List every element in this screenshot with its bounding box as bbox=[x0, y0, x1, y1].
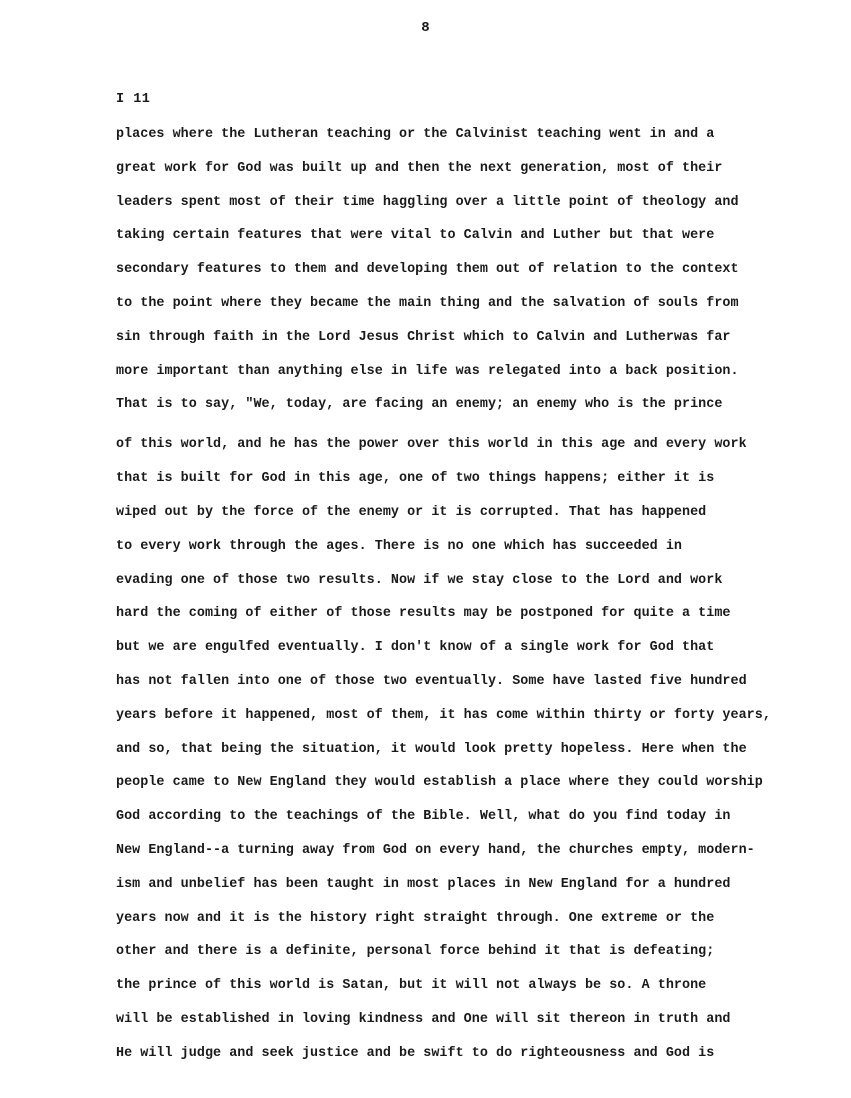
text-line: years now and it is the history right straight through. One extreme or the bbox=[116, 910, 715, 926]
text-line: wiped out by the force of the enemy or it is corrupted. That has happened bbox=[116, 504, 707, 520]
text-line: hard the coming of either of those results may be postponed for quite a time bbox=[116, 606, 731, 622]
text-line: years before it happened, most of them, it has come within thirty or forty years, bbox=[116, 707, 771, 723]
text-line: more important than anything else in life was relegated into a back position. bbox=[116, 363, 739, 379]
text-line: sin through faith in the Lord Jesus Christ which to Calvin and Lutherwas far bbox=[116, 329, 731, 345]
text-line: other and there is a definite, personal force behind it that is defeating; bbox=[116, 944, 715, 960]
text-line: people came to New England they would establish a place where they could worship bbox=[116, 775, 763, 791]
text-line: great work for God was built up and then the next generation, most of their bbox=[116, 160, 723, 176]
text-line: That is to say, "We, today, are facing an enemy; an enemy who is the prince bbox=[116, 397, 723, 413]
text-line: New England--a turning away from God on every hand, the churches empty, modern- bbox=[116, 842, 755, 858]
text-line: but we are engulfed eventually. I don't know of a single work for God that bbox=[116, 640, 715, 656]
text-line: leaders spent most of their time haggling over a little point of theology and bbox=[116, 194, 739, 210]
text-line: places where the Lutheran teaching or the Calvinist teaching went in and a bbox=[116, 127, 715, 142]
text-line: He will judge and seek justice and be swift to do righteousness and God is bbox=[116, 1045, 715, 1061]
text-line: to every work through the ages. There is no one which has succeeded in bbox=[116, 538, 682, 554]
text-line: evading one of those two results. Now if we stay close to the Lord and work bbox=[116, 572, 723, 588]
text-line: of this world, and he has the power over this world in this age and every work bbox=[116, 437, 747, 453]
page-number: 8 bbox=[421, 20, 430, 36]
text-line: secondary features to them and developing them out of relation to the context bbox=[116, 262, 739, 278]
text-line: to the point where they became the main thing and the salvation of souls from bbox=[116, 295, 739, 311]
text-line: ism and unbelief has been taught in most places in New England for a hundred bbox=[116, 876, 731, 892]
text-line: the prince of this world is Satan, but it will not always be so. A throne bbox=[116, 978, 707, 994]
section-reference: I 11 bbox=[116, 92, 151, 107]
text-line: has not fallen into one of those two eventually. Some have lasted five hundred bbox=[116, 673, 747, 689]
body-text bbox=[116, 125, 786, 1078]
text-line: that is built for God in this age, one of two things happens; either it is bbox=[116, 471, 715, 487]
text-line: God according to the teachings of the Bible. Well, what do you find today in bbox=[116, 809, 731, 825]
text-line: taking certain features that were vital to Calvin and Luther but that were bbox=[116, 228, 715, 244]
text-line: will be established in loving kindness and One will sit thereon in truth and bbox=[116, 1011, 731, 1027]
text-line: and so, that being the situation, it would look pretty hopeless. Here when the bbox=[116, 741, 747, 757]
